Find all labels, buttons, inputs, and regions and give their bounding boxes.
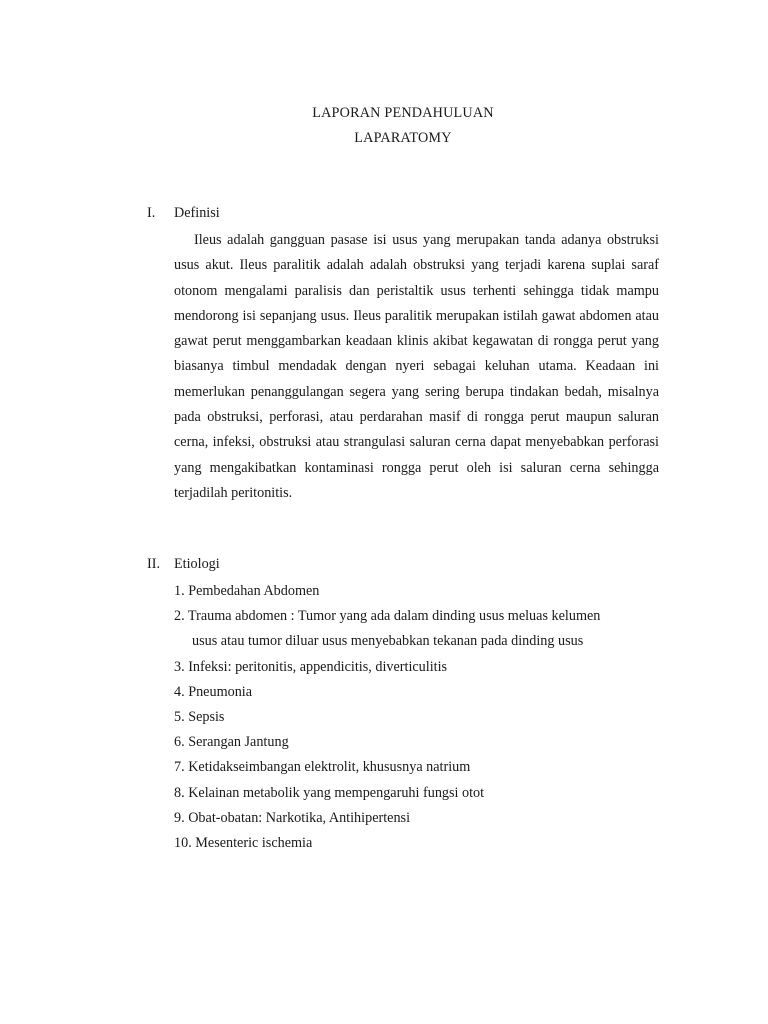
list-item bbox=[174, 604, 660, 654]
section-heading-etiologi: Etiologi bbox=[174, 556, 220, 572]
list-item: 6. Serangan Jantung bbox=[174, 734, 289, 751]
definisi-paragraph: Ileus adalah gangguan pasase isi usus yang merupakan tanda adanya obstruksi usus akut. Ileus paralitik adalah adalah obstruksi yang terjadi karena suplai saraf otonom mengalami paralisis dan peristaltik usus terhenti sehingga tidak mampu mendorong isi sepanjang usus. Ileus paralitik merupakan istilah gawat abdomen atau gawat perut menggambarkan keadaan klinis akibat kegawatan di rongga perut yang biasanya timbul mendadak dengan nyeri sebagai keluhan utama. Keadaan ini memerlukan penanggulangan segera yang sering berupa tindakan bedah, misalnya pada obstruksi, perforasi, atau perdarahan masif di rongga perut maupun saluran cerna, infeksi, obstruksi atau strangulasi saluran cerna dapat menyebabkan perforasi yang mengakibatkan kontaminasi rongga perut oleh isi saluran cerna sehingga terjadilah peritonitis. bbox=[174, 232, 659, 501]
list-item: 1. Pembedahan Abdomen bbox=[174, 583, 320, 599]
document-title: LAPORAN PENDAHULUAN bbox=[312, 105, 494, 121]
list-item: 5. Sepsis bbox=[174, 709, 225, 726]
list-item: 3. Infeksi: peritonitis, appendicitis, diverticulitis bbox=[174, 658, 448, 675]
list-item: 4. Pneumonia bbox=[174, 683, 253, 700]
section-heading-definisi: Definisi bbox=[174, 205, 220, 221]
section-number-2: II. bbox=[147, 556, 160, 572]
list-item: 7. Ketidakseimbangan elektrolit, khususnya natrium bbox=[174, 759, 471, 776]
section-number-1: I. bbox=[147, 205, 156, 221]
list-item: 10. Mesenteric ischemia bbox=[174, 835, 313, 852]
etiologi-list bbox=[174, 579, 660, 856]
list-item: 9. Obat-obatan: Narkotika, Antihipertensi bbox=[174, 809, 411, 826]
list-item-continuation: usus atau tumor diluar usus menyebabkan tekanan pada dinding usus bbox=[192, 633, 584, 650]
list-item-text: 2. Trauma abdomen : Tumor yang ada dalam dinding usus meluas kelumen bbox=[174, 608, 601, 625]
document-subtitle: LAPARATOMY bbox=[354, 130, 452, 146]
list-item: 8. Kelainan metabolik yang mempengaruhi fungsi otot bbox=[174, 784, 485, 801]
